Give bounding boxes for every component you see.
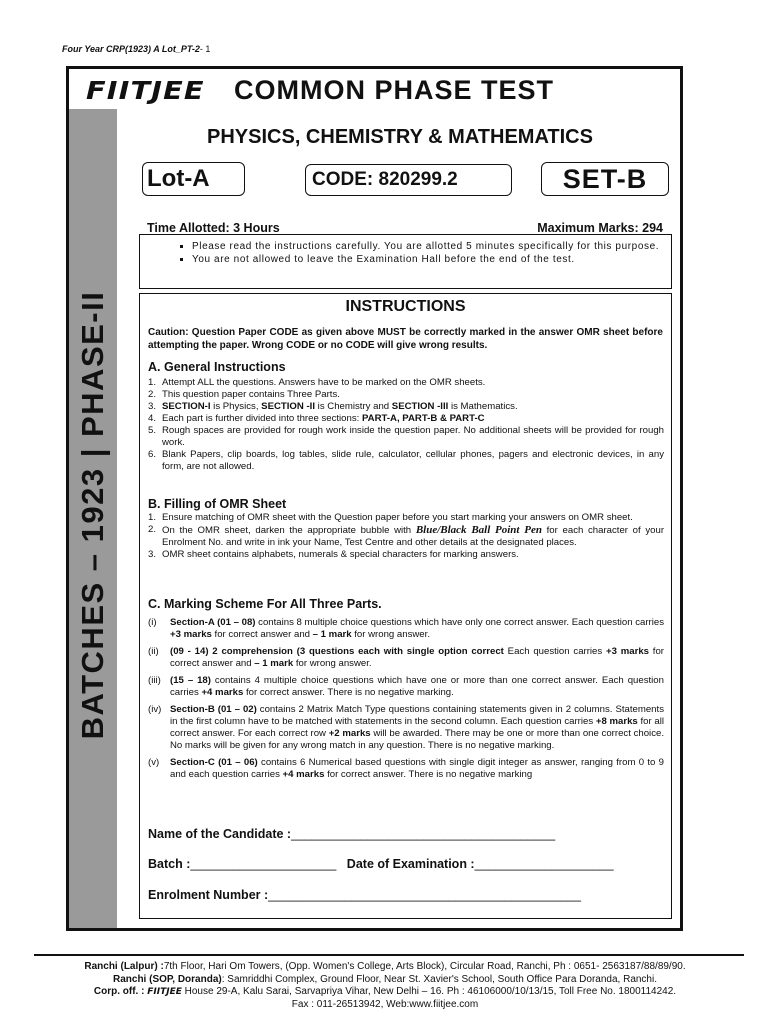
footer-line2-label: Ranchi (SOP, Doranda) [113,973,222,985]
list-item [148,524,664,549]
list-item-text: Each part is further divided into three sections: PART-A, PART-B & PART-C [162,413,485,424]
list-item [148,449,664,473]
list-item-number: (v) [148,757,160,768]
section-a-list [148,377,664,473]
list-item-text: Attempt ALL the questions. Answers have to be marked on the OMR sheets. [162,377,486,388]
note-item: ▪ Please read the instructions carefully. You are allotted 5 minutes specifically for this purpose. [192,241,671,254]
list-item-text: Section-C (01 – 06) contains 6 Numerical based questions with single digit integer as answer, ranging from 0 to 9 and each question carries +4 marks for correct answer. There is no negative marking [170,757,664,780]
footer-line1: 7th Floor, Hari Om Towers, (Opp. Women's College, Arts Block), Circular Road, Ranchi, Ph : 0651- 2563187/88/89/90. [163,961,686,972]
list-item-text: SECTION-I is Physics, SECTION -II is Chemistry and SECTION -III is Mathematics. [162,401,518,412]
list-item-number: 4. [148,413,157,424]
date-label: Date of Examination : [346,857,475,871]
list-item-text: (15 – 18) contains 4 multiple choice questions which have one or more than one correct answer. Each question carries +4 marks for correct answer. There is no negative marking. [170,675,664,698]
footer-divider [34,954,744,956]
list-item-text: On the OMR sheet, darken the appropriate bubble with Blue/Black Ball Point Pen for each character of your Enrolment No. and write in ink your Name, Test Centre and other details at the designated places. [162,524,665,548]
instructions-title: INSTRUCTIONS [345,298,466,315]
footer-logo: FIITJEE [147,987,182,997]
list-item-number: 2. [148,389,157,400]
note-item: ▪ You are not allowed to leave the Examination Hall before the end of the test. [192,254,671,267]
caution-text: Caution: Question Paper CODE as given above MUST be correctly marked in the answer OMR sheet before attempting the paper. Wrong CODE or no CODE will give wrong results. [148,327,663,351]
list-item-text: Rough spaces are provided for rough work inside the question paper. No additional sheets will be provided for rough work. [162,425,664,448]
footer-line2: : Samriddhi Complex, Ground Floor, Near St. Xavier's School, South Office Para Doranda, Ranchi. [221,973,657,985]
list-item [148,413,664,425]
list-item [148,401,664,413]
list-item [148,704,664,752]
list-item [148,646,664,670]
list-item-number: 2. [148,524,157,535]
footer-line3-label: Corp. off. : [93,986,145,997]
list-item-number: (i) [148,617,157,628]
sidebar-batch-label: BATCHES – 1923 | PHASE-II [75,290,110,740]
list-item [148,377,664,389]
list-item-number: (ii) [148,646,159,657]
list-item [148,389,664,401]
maximum-marks: Maximum Marks: 294 [537,221,663,235]
batch-label: Batch : [148,857,191,871]
footer-line3: House 29-A, Kalu Sarai, Sarvapriya Vihar, New Delhi – 16. Ph : 46106000/10/13/15, Toll Free No. 1800114242. [181,986,677,997]
header-page: - 1 [199,44,211,54]
section-a-heading: A. General Instructions [148,360,286,374]
time-allotted: Time Allotted: 3 Hours [147,221,280,235]
list-item-text: Section-A (01 – 08) contains 8 multiple choice questions which have only one correct answer. Each question carries +3 marks for correct answer and – 1 mark for wrong answer. [170,617,664,640]
page-title: COMMON PHASE TEST [234,75,555,105]
footer-line1-label: Ranchi (Lalpur) : [84,961,164,972]
list-item-text: (09 - 14) 2 comprehension (3 questions each with single option correct Each question carries +3 marks for correct answer and – 1 mark for wrong answer. [170,646,664,669]
candidate-name-label: Name of the Candidate : [148,827,292,841]
candidate-name-field: Name of the Candidate :______________________________________ [148,827,556,841]
batch-date-field: Batch :_____________________ Date of Examination :____________________ [148,857,614,871]
enrolment-field: Enrolment Number :_____________________________________________ [148,888,581,902]
instructions-box [139,293,672,919]
set-box: SET-B [541,162,669,196]
list-item [148,757,664,781]
list-item-number: (iv) [148,704,162,715]
list-item-number: (iii) [148,675,161,686]
list-item-text: This question paper contains Three Parts. [162,389,340,400]
header-ref: Four Year CRP(1923) A Lot_PT-2 [62,44,200,54]
list-item-text: Blank Papers, clip boards, log tables, slide rule, calculator, cellular phones, pagers and electronic devices, in any form, are not allowed. [162,449,664,472]
footer [0,961,770,1011]
list-item-number: 3. [148,549,157,560]
code-box: CODE: 820299.2 [305,164,512,196]
section-c-heading: C. Marking Scheme For All Three Parts. [148,597,382,611]
page-header [62,44,210,54]
list-item [148,617,664,641]
section-b-list [148,512,664,561]
footer-line4: Fax : 011-26513942, Web:www.fiitjee.com [291,998,479,1010]
list-item-number: 3. [148,401,157,412]
list-item [148,675,664,699]
enrolment-label: Enrolment Number : [148,888,269,902]
list-item-text: OMR sheet contains alphabets, numerals & special characters for marking answers. [162,549,519,560]
list-item-number: 6. [148,449,157,460]
list-item-text: Ensure matching of OMR sheet with the Question paper before you start marking your answers on OMR sheet. [162,512,633,523]
list-item-number: 1. [148,512,157,523]
fiitjee-logo: FIITJEE [86,76,205,105]
lot-box: Lot-A [142,162,245,196]
list-item-number: 1. [148,377,157,388]
list-item-number: 5. [148,425,157,436]
list-item [148,512,664,524]
list-item [148,425,664,449]
section-b-heading: B. Filling of OMR Sheet [148,497,287,511]
subjects-heading: PHYSICS, CHEMISTRY & MATHEMATICS [207,126,593,148]
notes-box [139,234,672,289]
list-item [148,549,664,561]
section-c-list [148,617,664,786]
list-item-text: Section-B (01 – 02) contains 2 Matrix Match Type questions containing statements given in 2 columns. Statements in the first column have to be matched with statements in the second column. Each question carries +8 marks for all correct answer. For each correct row +2 marks will be awarded. There may be one or more than one correct choice. No marks will be given for any wrong match in any question. There is no negative marking. [170,704,665,751]
